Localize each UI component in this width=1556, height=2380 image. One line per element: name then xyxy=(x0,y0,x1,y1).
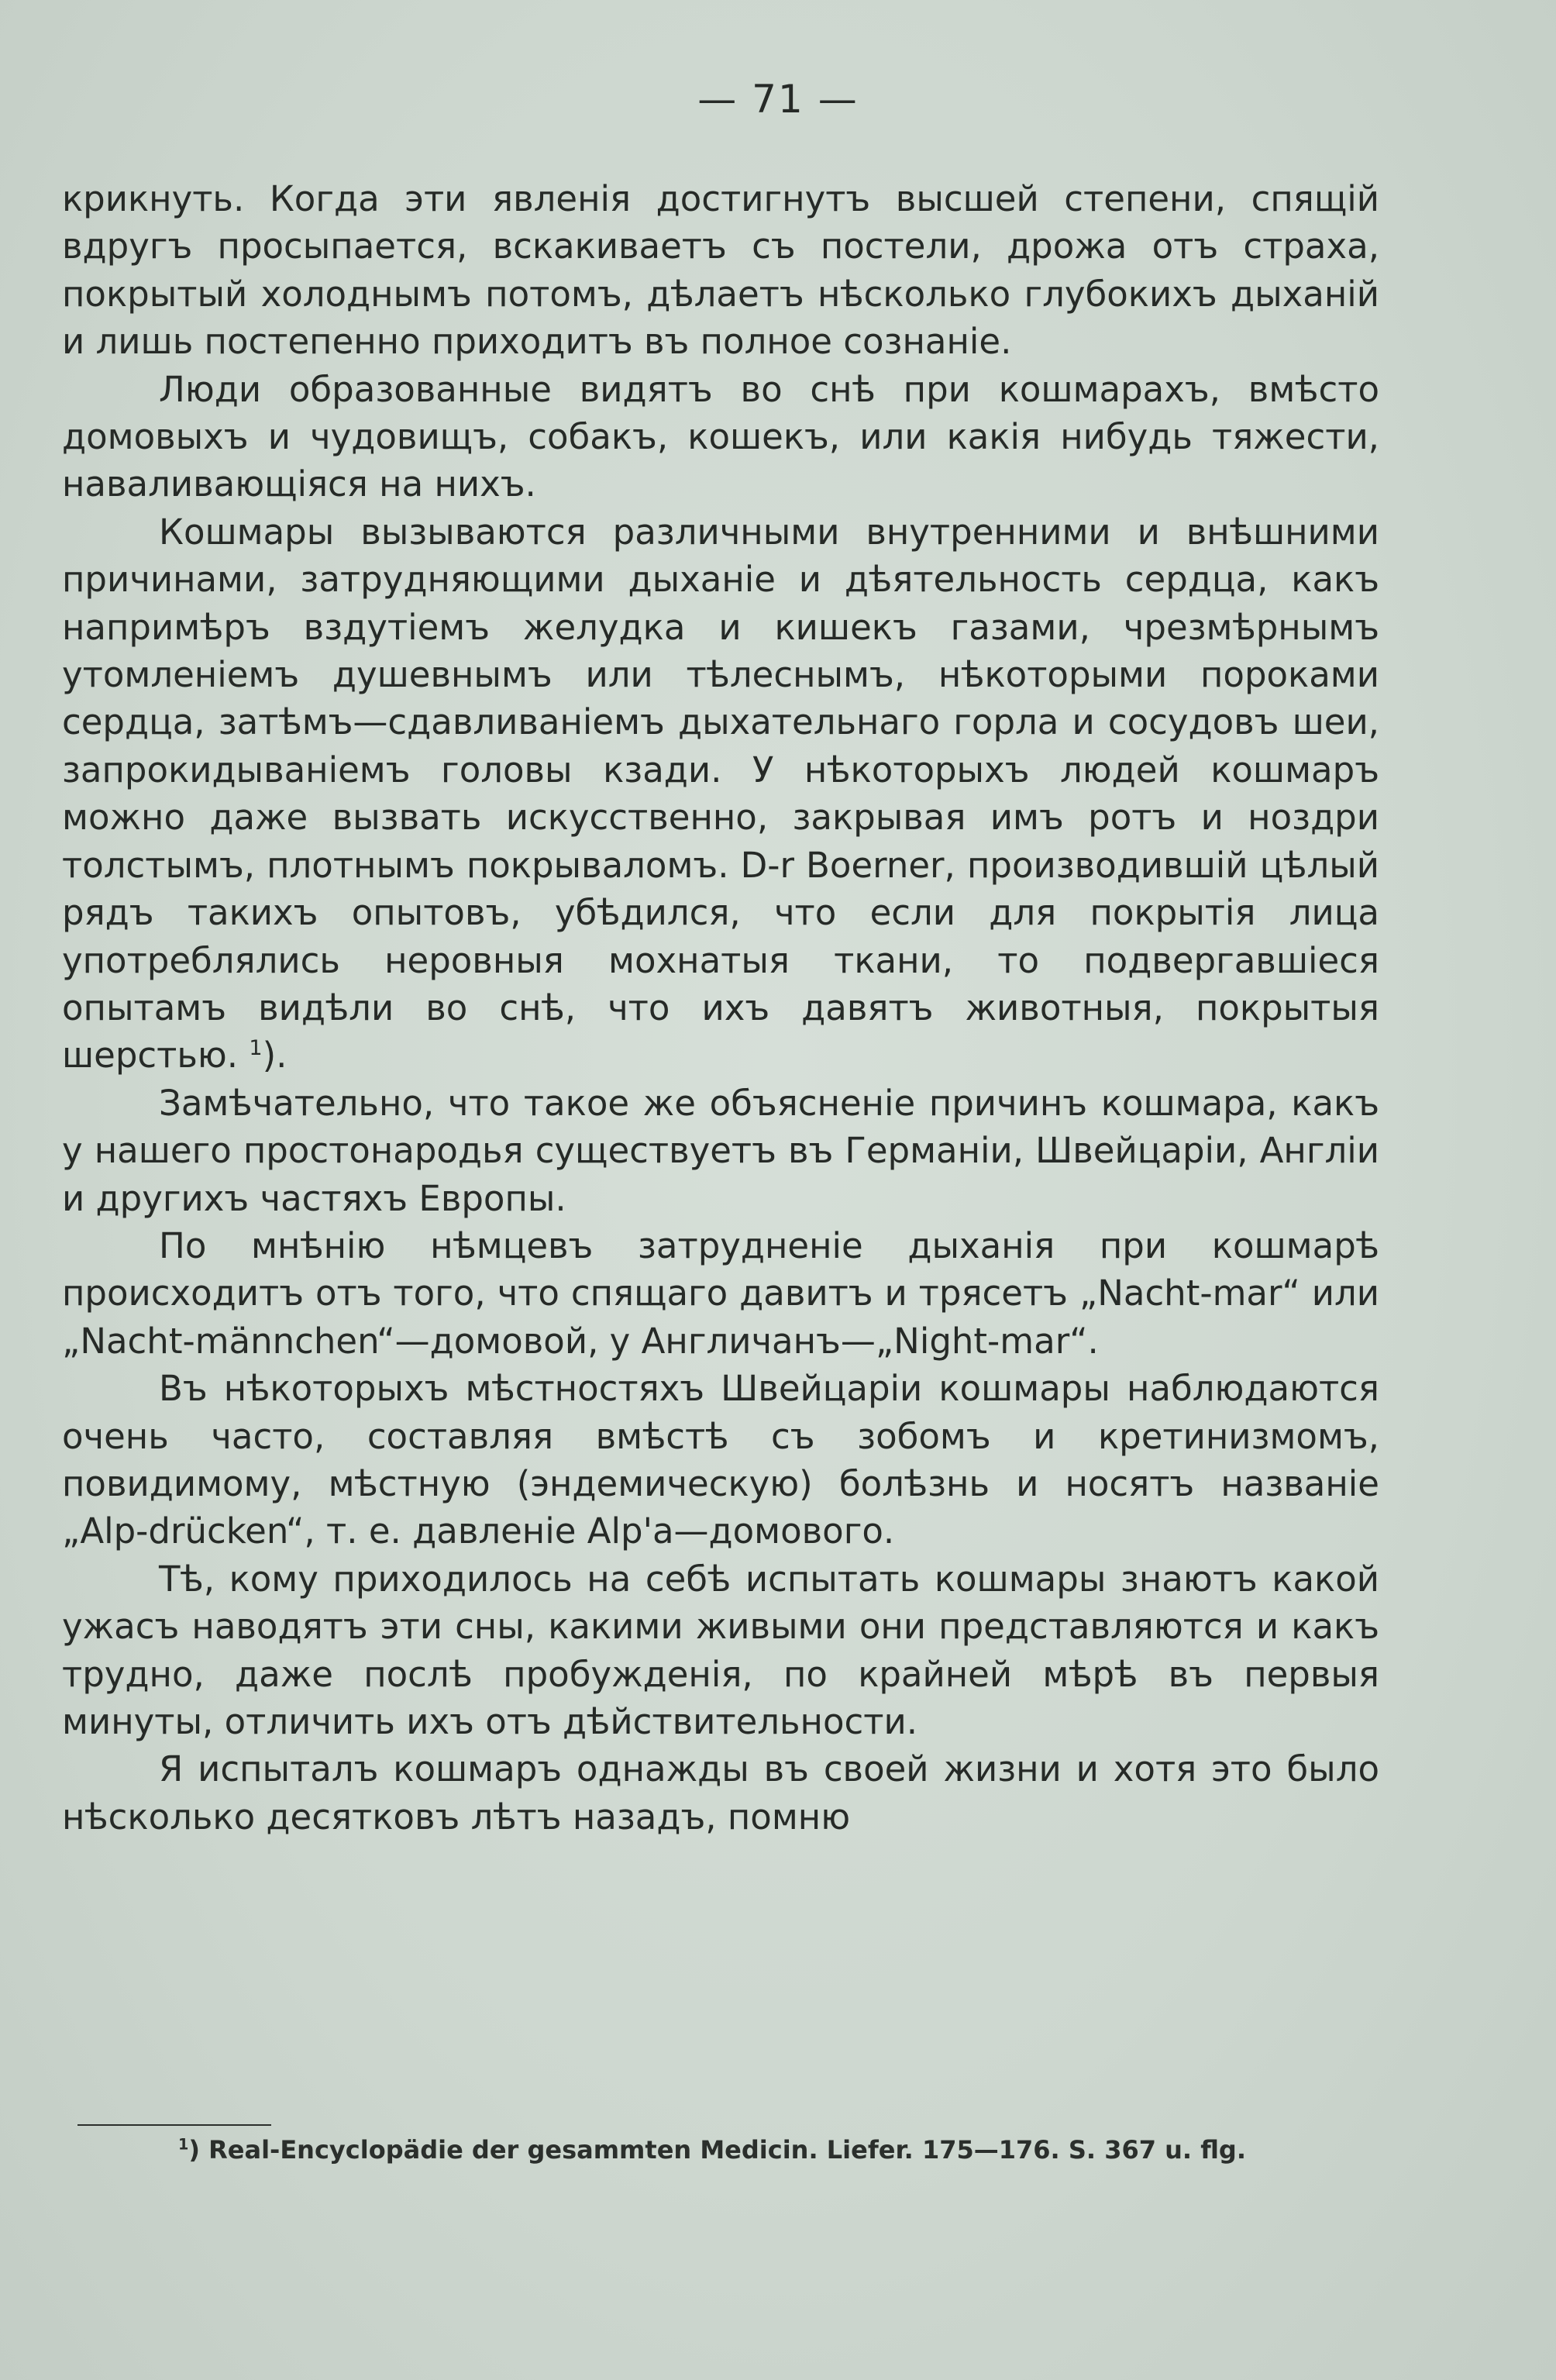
footnote-text: Real-Encyclopädie der gesammten Medicin. Liefer. 175—176. S. 367 u. flg. xyxy=(208,2135,1246,2165)
footnote xyxy=(178,2133,1418,2167)
paragraph-1: крикнуть. Когда эти явленія достигнутъ высшей степени, спящій вдругъ просыпается, вскакиваетъ съ постели, дрожа отъ страха, покрытый холоднымъ потомъ, дѣлаетъ нѣсколько глубокихъ дыханій и лишь постепенно приходитъ въ полное сознаніе. xyxy=(62,178,1379,363)
footnote-marker: 1 xyxy=(178,2135,189,2154)
paragraph-2: Люди образованные видятъ во снѣ при кошмарахъ, вмѣсто домовыхъ и чудовищъ, собакъ, кошекъ, или какія нибудь тяжести, наваливающіяся на нихъ. xyxy=(62,368,1379,505)
paragraph-3 xyxy=(62,508,1379,1080)
paragraph-7: Тѣ, кому приходилось на себѣ испытать кошмары знаютъ какой ужасъ наводятъ эти сны, какими живыми они представляются и какъ трудно, даже послѣ пробужденія, по крайней мѣрѣ въ первыя минуты, отличить ихъ отъ дѣйствительности. xyxy=(62,1558,1379,1742)
footnote-reference-close: ). xyxy=(262,1035,287,1076)
footnote-reference: 1 xyxy=(249,1036,263,1061)
footnote-divider xyxy=(77,2124,271,2126)
paragraph-6: Въ нѣкоторыхъ мѣстностяхъ Швейцаріи кошмары наблюдаются очень часто, составляя вмѣстѣ съ зобомъ и кретинизмомъ, повидимому, мѣстную (эндемическую) болѣзнь и носятъ названіе „Alp-drücken“, т. е. давленіе Alp'a—домового. xyxy=(62,1368,1379,1552)
page-number: — 71 — xyxy=(697,77,859,122)
paragraph-8: Я испыталъ кошмаръ однажды въ своей жизни и хотя это было нѣсколько десятковъ лѣтъ назадъ, помню xyxy=(62,1748,1379,1838)
body-text xyxy=(62,175,1379,1841)
paragraph-5: По мнѣнію нѣмцевъ затрудненіе дыханія при кошмарѣ происходитъ отъ того, что спящаго давитъ и трясетъ „Nacht-mar“ или „Nacht-männchen“—домовой, у Англичанъ—„Night-mar“. xyxy=(62,1224,1379,1362)
footnote-marker-close: ) xyxy=(188,2135,200,2165)
paragraph-4: Замѣчательно, что такое же объясненіе причинъ кошмара, какъ у нашего простонародья существуетъ въ Германіи, Швейцаріи, Англіи и другихъ частяхъ Европы. xyxy=(62,1082,1379,1219)
paragraph-3-text: Кошмары вызываются различными внутренними и внѣшними причинами, затрудняющими дыханіе и дѣятельность сердца, какъ напримѣръ вздутіемъ желудка и кишекъ газами, чрезмѣрнымъ утомленіемъ душевнымъ или тѣлеснымъ, нѣкоторыми пороками сердца, затѣмъ—сдавливаніемъ дыхательнаго горла и сосудовъ шеи, запрокидываніемъ головы кзади. У нѣкоторыхъ людей кошмаръ можно даже вызвать искусственно, закрывая имъ ротъ и ноздри толстымъ, плотнымъ покрываломъ. D-r Boerner, производившій цѣлый рядъ такихъ опытовъ, убѣдился, что если для покрытія лица употреблялись неровныя мохнатыя ткани, то подвергавшіеся опытамъ видѣли во снѣ, что ихъ давятъ животныя, покрытыя шерстью. xyxy=(62,511,1379,1076)
